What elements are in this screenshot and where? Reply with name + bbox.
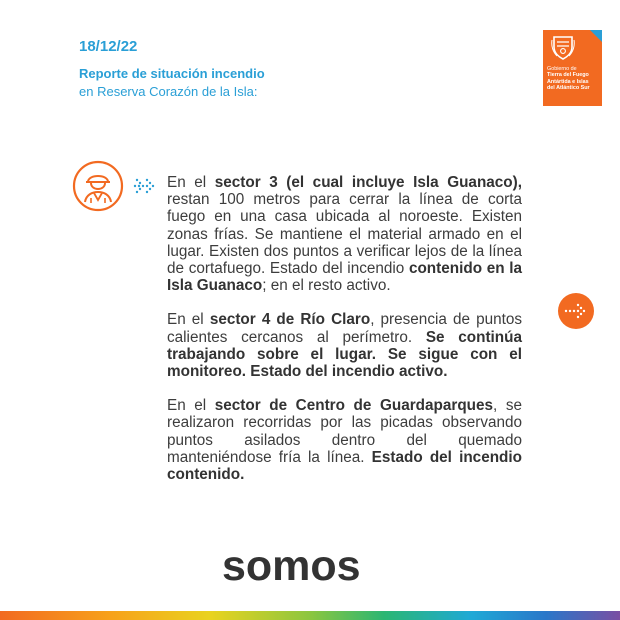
government-seal-icon xyxy=(551,34,575,60)
text-span: , se realizaron recorridas por las picadas observando puntos asilados dentro del quemado manteniéndose fría la línea. xyxy=(167,397,523,466)
paragraph-centro-guardaparques xyxy=(167,397,522,483)
paragraph-sector-4 xyxy=(167,311,522,380)
somos-logo xyxy=(222,545,394,585)
logo-text: somos xyxy=(222,545,361,585)
paragraph-sector-3 xyxy=(167,174,522,294)
bold-span: contenido en la Isla Guanaco xyxy=(167,260,522,295)
bold-span: sector 4 de Río Claro xyxy=(209,311,371,329)
badge-line-2: Tierra del Fuego xyxy=(547,72,589,79)
report-title: Reporte de situación incendio xyxy=(79,66,265,81)
badge-corner-fold xyxy=(590,30,602,42)
report-subtitle: en Reserva Corazón de la Isla: xyxy=(79,84,258,99)
firefighter-icon xyxy=(72,160,124,212)
government-badge xyxy=(543,30,602,106)
badge-line-4: del Atlántico Sur xyxy=(547,85,590,92)
badge-line-3: Antártida e Islas xyxy=(547,78,589,85)
text-span: , presencia de puntos calientes cercanos al perímetro. xyxy=(167,311,522,346)
bold-span: sector 3 (el cual incluye Isla Guanaco), xyxy=(214,174,522,191)
rainbow-footer-stripe xyxy=(0,611,620,620)
bold-span: sector de Centro de Guardaparques xyxy=(214,397,494,415)
next-slide-button[interactable] xyxy=(558,293,594,329)
triple-chevron-icon xyxy=(133,176,157,196)
report-body xyxy=(167,174,522,500)
next-arrow-icon xyxy=(564,303,588,319)
bold-span: Se continúa trabajando sobre el lugar. Se sigue con el monitoreo. Estado del incendio activo. xyxy=(167,328,523,381)
report-date: 18/12/22 xyxy=(79,38,138,55)
text-span: En el xyxy=(167,397,215,415)
bold-span: Estado del incendio contenido. xyxy=(167,448,522,484)
text-span: En el xyxy=(167,311,210,329)
text-span: En el xyxy=(167,174,215,191)
text-span: ; en el resto activo. xyxy=(262,277,391,295)
text-span: restan 100 metros para cerrar la línea de corta fuego en una casa ubicada al noroeste. Existen zonas frías. Se mantiene el material armado en el lugar. Existen dos puntos a verificar lejos de la línea de cortafuego. Estado del incendio xyxy=(167,191,522,278)
badge-line-1: Gobierno de xyxy=(547,66,577,72)
